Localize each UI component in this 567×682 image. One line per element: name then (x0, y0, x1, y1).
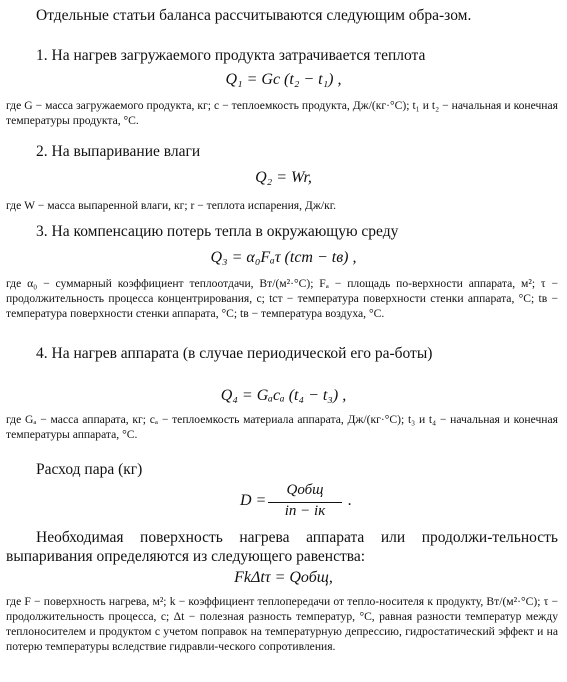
formula-heat-balance: FkΔtτ = Qобщ, (234, 569, 333, 586)
section-4-definitions: где Gₐ − масса аппарата, кг; cₐ − теплоемкость материала аппарата, Дж/(кг·°C); t₃ и t₄ − начальная и конечная температуры аппарата, °C. (6, 413, 558, 441)
formula-q3: Q₃ = α₀Fₐτ (tст − tв) , (210, 249, 357, 266)
section-1-definitions: где G − масса загружаемого продукта, кг; c − теплоемкость продукта, Дж/(кг·°C); t₁ и t₂ − начальная и конечная температуры продукта, °C. (6, 99, 558, 127)
formula-d-period: . (348, 492, 352, 509)
final-definitions: где F − поверхность нагрева, м²; k − коэффициент теплопередачи от тепло-носителя к продукту, Вт/(м²·°C); τ − продолжительность процесса, с; Δt − полезная разность температур, °C, равная разности температур между теплоносителем и продуктом с учетом поправок на температурную депрессию, гидростатический эффект и на потерю температуры вследствие гидравли-ческого сопротивления. (6, 595, 558, 653)
section-2-heading: 2. На выпаривание влаги (36, 143, 201, 160)
formula-q2: Q₂ = Wr, (255, 169, 312, 186)
section-3-heading: 3. На компенсацию потерь тепла в окружающую среду (36, 223, 399, 240)
formula-d-denominator: iп − iк (284, 503, 326, 519)
formula-steam-consumption (240, 482, 380, 526)
formula-d-lhs: D = (240, 492, 267, 509)
section-1-heading: 1. На нагрев загружаемого продукта затрачивается теплота (36, 47, 426, 64)
section-3-definitions: где α₀ − суммарный коэффициент теплоотдачи, Вт/(м²·°C); Fₐ − площадь по-верхности аппарата, м²; τ − продолжительность процесса концентрирования, с; tст − температура поверхности стенки аппарата, °C; tв − температура поверхности стенки аппарата, °C; tв − температура воздуха, °C. (6, 277, 558, 320)
intro-paragraph: Отдельные статьи баланса рассчитываются следующим обра-зом. (36, 7, 472, 24)
formula-q1: Q₁ = Gc (t₂ − t₁) , (225, 71, 342, 88)
heating-surface-paragraph: Необходимая поверхность нагрева аппарата или продолжи-тельность выпаривания определяются из следующего равенства: (6, 529, 558, 565)
formula-d-numerator: Qобщ (286, 482, 324, 498)
section-4-heading: 4. На нагрев аппарата (в случае периодической его ра-боты) (36, 345, 433, 362)
section-2-definitions: где W − масса выпаренной влаги, кг; r − теплота испарения, Дж/кг. (6, 199, 337, 212)
steam-consumption-heading: Расход пара (кг) (36, 461, 143, 478)
formula-q4: Q₄ = Gₐcₐ (t₄ − t₃) , (220, 387, 347, 404)
